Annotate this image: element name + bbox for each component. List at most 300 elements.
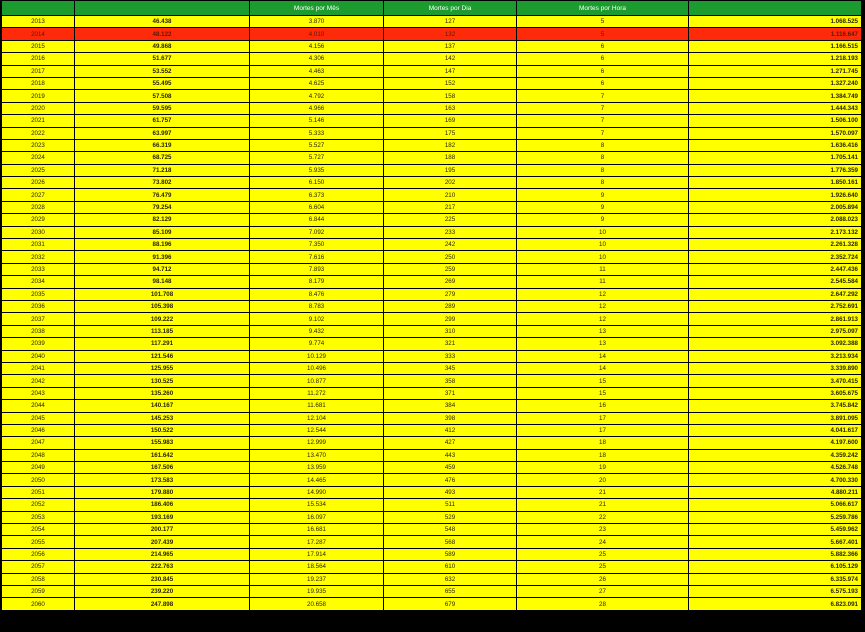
cell-year[interactable]: 2028 xyxy=(2,201,75,213)
cell-deaths-per-month[interactable]: 4.792 xyxy=(250,90,384,102)
cell-deaths-per-month[interactable]: 6.844 xyxy=(250,214,384,226)
cell-year[interactable]: 2039 xyxy=(2,338,75,350)
cell-deaths-per-day[interactable]: 289 xyxy=(384,300,517,312)
cell-accumulated[interactable]: 5.459.962 xyxy=(689,524,862,536)
cell-deaths-per-hour[interactable]: 6 xyxy=(517,65,689,77)
cell-accumulated[interactable]: 4.197.600 xyxy=(689,437,862,449)
table-row xyxy=(2,214,862,226)
cell-year[interactable]: 2014 xyxy=(2,28,75,40)
cell-deaths-per-day[interactable]: 195 xyxy=(384,164,517,176)
cell-accumulated[interactable]: 4.359.242 xyxy=(689,449,862,461)
cell-deaths-per-hour[interactable]: 7 xyxy=(517,115,689,127)
cell-year-total[interactable]: 179.880 xyxy=(75,486,250,498)
cell-accumulated[interactable]: 1.926.640 xyxy=(689,189,862,201)
cell-year[interactable]: 2017 xyxy=(2,65,75,77)
cell-deaths-per-day[interactable]: 158 xyxy=(384,90,517,102)
cell-year[interactable]: 2020 xyxy=(2,102,75,114)
cell-year[interactable]: 2056 xyxy=(2,548,75,560)
cell-deaths-per-day[interactable]: 371 xyxy=(384,387,517,399)
cell-deaths-per-day[interactable]: 459 xyxy=(384,462,517,474)
cell-deaths-per-day[interactable]: 333 xyxy=(384,350,517,362)
cell-deaths-per-hour[interactable]: 28 xyxy=(517,598,689,610)
cell-deaths-per-month[interactable]: 17.914 xyxy=(250,548,384,560)
cell-deaths-per-month[interactable]: 14.990 xyxy=(250,486,384,498)
cell-deaths-per-hour[interactable]: 8 xyxy=(517,152,689,164)
cell-deaths-per-day[interactable]: 493 xyxy=(384,486,517,498)
cell-deaths-per-hour[interactable]: 12 xyxy=(517,300,689,312)
table-row xyxy=(2,387,862,399)
cell-deaths-per-hour[interactable]: 7 xyxy=(517,90,689,102)
cell-accumulated[interactable]: 1.570.097 xyxy=(689,127,862,139)
cell-deaths-per-month[interactable]: 10.129 xyxy=(250,350,384,362)
cell-year-total[interactable]: 98.148 xyxy=(75,276,250,288)
cell-year[interactable]: 2015 xyxy=(2,40,75,52)
cell-deaths-per-hour[interactable]: 21 xyxy=(517,499,689,511)
header-accumulated[interactable] xyxy=(689,1,862,16)
cell-year-total[interactable]: 214.965 xyxy=(75,548,250,560)
cell-year-total[interactable]: 79.254 xyxy=(75,201,250,213)
cell-year-total[interactable]: 230.845 xyxy=(75,573,250,585)
cell-deaths-per-month[interactable]: 8.476 xyxy=(250,288,384,300)
cell-year[interactable]: 2041 xyxy=(2,362,75,374)
cell-year[interactable]: 2027 xyxy=(2,189,75,201)
cell-accumulated[interactable]: 1.327.240 xyxy=(689,77,862,89)
cell-accumulated[interactable]: 4.041.617 xyxy=(689,424,862,436)
cell-deaths-per-day[interactable]: 321 xyxy=(384,338,517,350)
header-deaths-per-day[interactable]: Mortes por Dia xyxy=(384,1,517,16)
cell-accumulated[interactable]: 2.261.328 xyxy=(689,239,862,251)
table-row xyxy=(2,28,862,40)
cell-accumulated[interactable]: 2.088.023 xyxy=(689,214,862,226)
cell-deaths-per-month[interactable]: 12.544 xyxy=(250,424,384,436)
cell-accumulated[interactable]: 2.752.691 xyxy=(689,300,862,312)
cell-deaths-per-day[interactable]: 132 xyxy=(384,28,517,40)
cell-year-total[interactable]: 207.439 xyxy=(75,536,250,548)
cell-year-total[interactable]: 66.319 xyxy=(75,139,250,151)
cell-accumulated[interactable]: 2.861.913 xyxy=(689,313,862,325)
cell-year-total[interactable]: 82.129 xyxy=(75,214,250,226)
cell-deaths-per-hour[interactable]: 11 xyxy=(517,263,689,275)
cell-year[interactable]: 2025 xyxy=(2,164,75,176)
cell-deaths-per-hour[interactable]: 21 xyxy=(517,486,689,498)
cell-year[interactable]: 2037 xyxy=(2,313,75,325)
cell-deaths-per-month[interactable]: 10.877 xyxy=(250,375,384,387)
cell-deaths-per-day[interactable]: 127 xyxy=(384,16,517,28)
cell-year[interactable]: 2022 xyxy=(2,127,75,139)
cell-deaths-per-day[interactable]: 384 xyxy=(384,400,517,412)
cell-year-total[interactable]: 200.177 xyxy=(75,524,250,536)
cell-year-total[interactable]: 109.222 xyxy=(75,313,250,325)
cell-deaths-per-month[interactable]: 3.870 xyxy=(250,16,384,28)
cell-deaths-per-month[interactable]: 4.625 xyxy=(250,77,384,89)
cell-accumulated[interactable]: 3.092.388 xyxy=(689,338,862,350)
cell-deaths-per-day[interactable]: 217 xyxy=(384,201,517,213)
cell-deaths-per-day[interactable]: 137 xyxy=(384,40,517,52)
cell-year-total[interactable]: 222.763 xyxy=(75,561,250,573)
cell-year-total[interactable]: 73.802 xyxy=(75,177,250,189)
cell-deaths-per-month[interactable]: 5.146 xyxy=(250,115,384,127)
cell-deaths-per-day[interactable]: 225 xyxy=(384,214,517,226)
cell-deaths-per-month[interactable]: 16.097 xyxy=(250,511,384,523)
cell-deaths-per-hour[interactable]: 27 xyxy=(517,585,689,597)
cell-year-total[interactable]: 76.479 xyxy=(75,189,250,201)
cell-accumulated[interactable]: 3.891.095 xyxy=(689,412,862,424)
cell-year[interactable]: 2044 xyxy=(2,400,75,412)
cell-year-total[interactable]: 121.546 xyxy=(75,350,250,362)
cell-deaths-per-month[interactable]: 9.774 xyxy=(250,338,384,350)
cell-year-total[interactable]: 140.167 xyxy=(75,400,250,412)
cell-deaths-per-month[interactable]: 5.527 xyxy=(250,139,384,151)
cell-deaths-per-day[interactable]: 529 xyxy=(384,511,517,523)
cell-deaths-per-day[interactable]: 147 xyxy=(384,65,517,77)
cell-accumulated[interactable]: 1.271.745 xyxy=(689,65,862,77)
cell-year-total[interactable]: 101.708 xyxy=(75,288,250,300)
cell-deaths-per-month[interactable]: 17.287 xyxy=(250,536,384,548)
cell-deaths-per-month[interactable]: 15.534 xyxy=(250,499,384,511)
cell-deaths-per-hour[interactable]: 9 xyxy=(517,201,689,213)
cell-year[interactable]: 2026 xyxy=(2,177,75,189)
cell-deaths-per-month[interactable]: 13.959 xyxy=(250,462,384,474)
cell-accumulated[interactable]: 3.470.415 xyxy=(689,375,862,387)
cell-deaths-per-month[interactable]: 5.727 xyxy=(250,152,384,164)
cell-deaths-per-hour[interactable]: 26 xyxy=(517,573,689,585)
cell-year[interactable]: 2049 xyxy=(2,462,75,474)
cell-deaths-per-day[interactable]: 310 xyxy=(384,325,517,337)
cell-deaths-per-day[interactable]: 610 xyxy=(384,561,517,573)
cell-deaths-per-hour[interactable]: 7 xyxy=(517,102,689,114)
cell-accumulated[interactable]: 5.882.366 xyxy=(689,548,862,560)
cell-year-total[interactable]: 68.725 xyxy=(75,152,250,164)
cell-deaths-per-day[interactable]: 412 xyxy=(384,424,517,436)
cell-deaths-per-hour[interactable]: 23 xyxy=(517,524,689,536)
cell-deaths-per-hour[interactable]: 8 xyxy=(517,139,689,151)
cell-year[interactable]: 2053 xyxy=(2,511,75,523)
header-year[interactable] xyxy=(2,1,75,16)
cell-year[interactable]: 2034 xyxy=(2,276,75,288)
header-deaths-per-hour[interactable]: Mortes por Hora xyxy=(517,1,689,16)
cell-deaths-per-month[interactable]: 9.432 xyxy=(250,325,384,337)
cell-year-total[interactable]: 53.552 xyxy=(75,65,250,77)
cell-year-total[interactable]: 130.525 xyxy=(75,375,250,387)
cell-year[interactable]: 2050 xyxy=(2,474,75,486)
cell-deaths-per-month[interactable]: 4.156 xyxy=(250,40,384,52)
cell-deaths-per-hour[interactable]: 25 xyxy=(517,548,689,560)
cell-deaths-per-day[interactable]: 568 xyxy=(384,536,517,548)
cell-deaths-per-hour[interactable]: 13 xyxy=(517,325,689,337)
cell-deaths-per-month[interactable]: 4.966 xyxy=(250,102,384,114)
cell-year-total[interactable]: 57.508 xyxy=(75,90,250,102)
cell-deaths-per-hour[interactable]: 8 xyxy=(517,164,689,176)
cell-year[interactable]: 2048 xyxy=(2,449,75,461)
cell-deaths-per-hour[interactable]: 5 xyxy=(517,28,689,40)
cell-accumulated[interactable]: 1.850.161 xyxy=(689,177,862,189)
cell-year[interactable]: 2038 xyxy=(2,325,75,337)
cell-accumulated[interactable]: 2.173.132 xyxy=(689,226,862,238)
cell-deaths-per-month[interactable]: 11.681 xyxy=(250,400,384,412)
cell-year[interactable]: 2051 xyxy=(2,486,75,498)
cell-year-total[interactable]: 125.955 xyxy=(75,362,250,374)
cell-accumulated[interactable]: 4.880.211 xyxy=(689,486,862,498)
cell-accumulated[interactable]: 1.636.416 xyxy=(689,139,862,151)
cell-accumulated[interactable]: 2.005.894 xyxy=(689,201,862,213)
cell-deaths-per-day[interactable]: 398 xyxy=(384,412,517,424)
cell-year[interactable]: 2046 xyxy=(2,424,75,436)
cell-year[interactable]: 2054 xyxy=(2,524,75,536)
cell-accumulated[interactable]: 1.444.343 xyxy=(689,102,862,114)
cell-deaths-per-hour[interactable]: 18 xyxy=(517,449,689,461)
cell-deaths-per-day[interactable]: 476 xyxy=(384,474,517,486)
cell-deaths-per-day[interactable]: 169 xyxy=(384,115,517,127)
cell-deaths-per-day[interactable]: 358 xyxy=(384,375,517,387)
cell-year-total[interactable]: 48.122 xyxy=(75,28,250,40)
cell-deaths-per-month[interactable]: 12.104 xyxy=(250,412,384,424)
table-row xyxy=(2,350,862,362)
cell-deaths-per-hour[interactable]: 10 xyxy=(517,239,689,251)
cell-year[interactable]: 2024 xyxy=(2,152,75,164)
cell-year-total[interactable]: 51.677 xyxy=(75,53,250,65)
cell-year[interactable]: 2031 xyxy=(2,239,75,251)
cell-year[interactable]: 2023 xyxy=(2,139,75,151)
cell-deaths-per-day[interactable]: 210 xyxy=(384,189,517,201)
cell-year[interactable]: 2033 xyxy=(2,263,75,275)
cell-accumulated[interactable]: 3.339.890 xyxy=(689,362,862,374)
cell-deaths-per-hour[interactable]: 25 xyxy=(517,561,689,573)
cell-deaths-per-day[interactable]: 152 xyxy=(384,77,517,89)
cell-deaths-per-day[interactable]: 443 xyxy=(384,449,517,461)
cell-accumulated[interactable]: 6.335.974 xyxy=(689,573,862,585)
cell-deaths-per-day[interactable]: 269 xyxy=(384,276,517,288)
cell-deaths-per-day[interactable]: 188 xyxy=(384,152,517,164)
cell-deaths-per-month[interactable]: 19.237 xyxy=(250,573,384,585)
cell-deaths-per-day[interactable]: 259 xyxy=(384,263,517,275)
cell-deaths-per-month[interactable]: 8.179 xyxy=(250,276,384,288)
cell-year[interactable]: 2043 xyxy=(2,387,75,399)
cell-accumulated[interactable]: 3.745.842 xyxy=(689,400,862,412)
cell-deaths-per-hour[interactable]: 10 xyxy=(517,226,689,238)
cell-deaths-per-month[interactable]: 12.999 xyxy=(250,437,384,449)
cell-year-total[interactable]: 239.220 xyxy=(75,585,250,597)
cell-year-total[interactable]: 55.495 xyxy=(75,77,250,89)
cell-deaths-per-hour[interactable]: 19 xyxy=(517,462,689,474)
cell-deaths-per-hour[interactable]: 17 xyxy=(517,412,689,424)
cell-year[interactable]: 2047 xyxy=(2,437,75,449)
cell-deaths-per-hour[interactable]: 18 xyxy=(517,437,689,449)
cell-deaths-per-day[interactable]: 655 xyxy=(384,585,517,597)
cell-year[interactable]: 2042 xyxy=(2,375,75,387)
cell-deaths-per-hour[interactable]: 13 xyxy=(517,338,689,350)
cell-year[interactable]: 2058 xyxy=(2,573,75,585)
cell-accumulated[interactable]: 6.105.129 xyxy=(689,561,862,573)
cell-deaths-per-day[interactable]: 279 xyxy=(384,288,517,300)
cell-year-total[interactable]: 145.253 xyxy=(75,412,250,424)
cell-year-total[interactable]: 161.642 xyxy=(75,449,250,461)
cell-accumulated[interactable]: 1.705.141 xyxy=(689,152,862,164)
cell-deaths-per-day[interactable]: 202 xyxy=(384,177,517,189)
cell-deaths-per-hour[interactable]: 6 xyxy=(517,40,689,52)
cell-deaths-per-hour[interactable]: 11 xyxy=(517,276,689,288)
cell-year-total[interactable]: 186.406 xyxy=(75,499,250,511)
cell-deaths-per-month[interactable]: 8.783 xyxy=(250,300,384,312)
cell-year[interactable]: 2016 xyxy=(2,53,75,65)
cell-deaths-per-month[interactable]: 16.681 xyxy=(250,524,384,536)
cell-accumulated[interactable]: 3.213.934 xyxy=(689,350,862,362)
cell-deaths-per-month[interactable]: 19.935 xyxy=(250,585,384,597)
cell-year[interactable]: 2029 xyxy=(2,214,75,226)
cell-accumulated[interactable]: 4.526.748 xyxy=(689,462,862,474)
cell-deaths-per-hour[interactable]: 17 xyxy=(517,424,689,436)
cell-year-total[interactable]: 135.260 xyxy=(75,387,250,399)
cell-accumulated[interactable]: 5.066.617 xyxy=(689,499,862,511)
cell-deaths-per-hour[interactable]: 8 xyxy=(517,177,689,189)
cell-deaths-per-day[interactable]: 163 xyxy=(384,102,517,114)
cell-deaths-per-day[interactable]: 511 xyxy=(384,499,517,511)
cell-deaths-per-day[interactable]: 548 xyxy=(384,524,517,536)
cell-deaths-per-month[interactable]: 4.306 xyxy=(250,53,384,65)
cell-year-total[interactable]: 46.438 xyxy=(75,16,250,28)
cell-deaths-per-month[interactable]: 9.102 xyxy=(250,313,384,325)
cell-deaths-per-hour[interactable]: 14 xyxy=(517,350,689,362)
cell-accumulated[interactable]: 3.605.675 xyxy=(689,387,862,399)
cell-deaths-per-hour[interactable]: 6 xyxy=(517,77,689,89)
cell-deaths-per-hour[interactable]: 24 xyxy=(517,536,689,548)
cell-accumulated[interactable]: 1.166.515 xyxy=(689,40,862,52)
cell-accumulated[interactable]: 1.776.359 xyxy=(689,164,862,176)
cell-deaths-per-hour[interactable]: 9 xyxy=(517,189,689,201)
cell-deaths-per-hour[interactable]: 12 xyxy=(517,288,689,300)
cell-deaths-per-day[interactable]: 233 xyxy=(384,226,517,238)
cell-year[interactable]: 2040 xyxy=(2,350,75,362)
cell-deaths-per-hour[interactable]: 6 xyxy=(517,53,689,65)
cell-deaths-per-hour[interactable]: 5 xyxy=(517,16,689,28)
cell-accumulated[interactable]: 5.259.786 xyxy=(689,511,862,523)
cell-deaths-per-month[interactable]: 20.658 xyxy=(250,598,384,610)
cell-accumulated[interactable]: 1.068.525 xyxy=(689,16,862,28)
cell-accumulated[interactable]: 6.575.193 xyxy=(689,585,862,597)
cell-year-total[interactable]: 85.109 xyxy=(75,226,250,238)
cell-year-total[interactable]: 117.291 xyxy=(75,338,250,350)
cell-year[interactable]: 2035 xyxy=(2,288,75,300)
cell-year[interactable]: 2060 xyxy=(2,598,75,610)
cell-year-total[interactable]: 167.506 xyxy=(75,462,250,474)
cell-year-total[interactable]: 49.868 xyxy=(75,40,250,52)
header-year-total[interactable] xyxy=(75,1,250,16)
cell-year-total[interactable]: 173.583 xyxy=(75,474,250,486)
cell-year-total[interactable]: 63.997 xyxy=(75,127,250,139)
cell-deaths-per-month[interactable]: 6.150 xyxy=(250,177,384,189)
cell-deaths-per-hour[interactable]: 22 xyxy=(517,511,689,523)
cell-year-total[interactable]: 59.595 xyxy=(75,102,250,114)
cell-year-total[interactable]: 247.898 xyxy=(75,598,250,610)
cell-deaths-per-month[interactable]: 14.465 xyxy=(250,474,384,486)
cell-deaths-per-day[interactable]: 589 xyxy=(384,548,517,560)
cell-year-total[interactable]: 88.196 xyxy=(75,239,250,251)
cell-accumulated[interactable]: 1.506.100 xyxy=(689,115,862,127)
cell-accumulated[interactable]: 2.975.097 xyxy=(689,325,862,337)
cell-year[interactable]: 2059 xyxy=(2,585,75,597)
cell-accumulated[interactable]: 1.116.647 xyxy=(689,28,862,40)
cell-year[interactable]: 2055 xyxy=(2,536,75,548)
cell-deaths-per-day[interactable]: 679 xyxy=(384,598,517,610)
cell-deaths-per-month[interactable]: 6.373 xyxy=(250,189,384,201)
table-row xyxy=(2,449,862,461)
cell-deaths-per-month[interactable]: 4.463 xyxy=(250,65,384,77)
cell-deaths-per-hour[interactable]: 9 xyxy=(517,214,689,226)
cell-year[interactable]: 2036 xyxy=(2,300,75,312)
cell-year-total[interactable]: 94.712 xyxy=(75,263,250,275)
cell-deaths-per-month[interactable]: 10.496 xyxy=(250,362,384,374)
table-row xyxy=(2,598,862,610)
cell-deaths-per-month[interactable]: 6.604 xyxy=(250,201,384,213)
cell-accumulated[interactable]: 2.447.436 xyxy=(689,263,862,275)
cell-deaths-per-day[interactable]: 632 xyxy=(384,573,517,585)
cell-deaths-per-month[interactable]: 11.272 xyxy=(250,387,384,399)
cell-deaths-per-day[interactable]: 345 xyxy=(384,362,517,374)
cell-deaths-per-hour[interactable]: 16 xyxy=(517,400,689,412)
cell-deaths-per-hour[interactable]: 10 xyxy=(517,251,689,263)
cell-deaths-per-hour[interactable]: 12 xyxy=(517,313,689,325)
cell-deaths-per-day[interactable]: 175 xyxy=(384,127,517,139)
cell-year-total[interactable]: 113.185 xyxy=(75,325,250,337)
cell-year[interactable]: 2032 xyxy=(2,251,75,263)
cell-accumulated[interactable]: 2.545.584 xyxy=(689,276,862,288)
cell-deaths-per-month[interactable]: 5.935 xyxy=(250,164,384,176)
cell-deaths-per-day[interactable]: 299 xyxy=(384,313,517,325)
cell-year-total[interactable]: 193.169 xyxy=(75,511,250,523)
cell-deaths-per-month[interactable]: 7.616 xyxy=(250,251,384,263)
cell-deaths-per-hour[interactable]: 14 xyxy=(517,362,689,374)
cell-accumulated[interactable]: 1.384.749 xyxy=(689,90,862,102)
cell-deaths-per-hour[interactable]: 15 xyxy=(517,387,689,399)
cell-year[interactable]: 2013 xyxy=(2,16,75,28)
cell-accumulated[interactable]: 5.667.401 xyxy=(689,536,862,548)
cell-year[interactable]: 2057 xyxy=(2,561,75,573)
cell-year[interactable]: 2045 xyxy=(2,412,75,424)
cell-deaths-per-month[interactable]: 7.092 xyxy=(250,226,384,238)
cell-year-total[interactable]: 150.522 xyxy=(75,424,250,436)
cell-deaths-per-month[interactable]: 5.333 xyxy=(250,127,384,139)
cell-deaths-per-month[interactable]: 4.010 xyxy=(250,28,384,40)
cell-deaths-per-hour[interactable]: 7 xyxy=(517,127,689,139)
cell-deaths-per-day[interactable]: 182 xyxy=(384,139,517,151)
cell-year[interactable]: 2019 xyxy=(2,90,75,102)
cell-deaths-per-hour[interactable]: 15 xyxy=(517,375,689,387)
cell-year[interactable]: 2030 xyxy=(2,226,75,238)
cell-year-total[interactable]: 105.398 xyxy=(75,300,250,312)
cell-year-total[interactable]: 71.218 xyxy=(75,164,250,176)
cell-year[interactable]: 2021 xyxy=(2,115,75,127)
cell-year-total[interactable]: 91.396 xyxy=(75,251,250,263)
cell-accumulated[interactable]: 1.218.193 xyxy=(689,53,862,65)
cell-deaths-per-day[interactable]: 242 xyxy=(384,239,517,251)
cell-year-total[interactable]: 61.757 xyxy=(75,115,250,127)
cell-deaths-per-month[interactable]: 7.893 xyxy=(250,263,384,275)
cell-deaths-per-day[interactable]: 427 xyxy=(384,437,517,449)
cell-accumulated[interactable]: 6.823.091 xyxy=(689,598,862,610)
cell-accumulated[interactable]: 4.700.330 xyxy=(689,474,862,486)
cell-year[interactable]: 2018 xyxy=(2,77,75,89)
cell-deaths-per-day[interactable]: 142 xyxy=(384,53,517,65)
cell-deaths-per-hour[interactable]: 20 xyxy=(517,474,689,486)
cell-deaths-per-month[interactable]: 7.350 xyxy=(250,239,384,251)
cell-accumulated[interactable]: 2.352.724 xyxy=(689,251,862,263)
cell-deaths-per-day[interactable]: 250 xyxy=(384,251,517,263)
cell-deaths-per-month[interactable]: 13.470 xyxy=(250,449,384,461)
cell-accumulated[interactable]: 2.647.292 xyxy=(689,288,862,300)
cell-year-total[interactable]: 155.983 xyxy=(75,437,250,449)
header-deaths-per-month[interactable]: Mortes por Mês xyxy=(250,1,384,16)
cell-year[interactable]: 2052 xyxy=(2,499,75,511)
cell-deaths-per-month[interactable]: 18.564 xyxy=(250,561,384,573)
